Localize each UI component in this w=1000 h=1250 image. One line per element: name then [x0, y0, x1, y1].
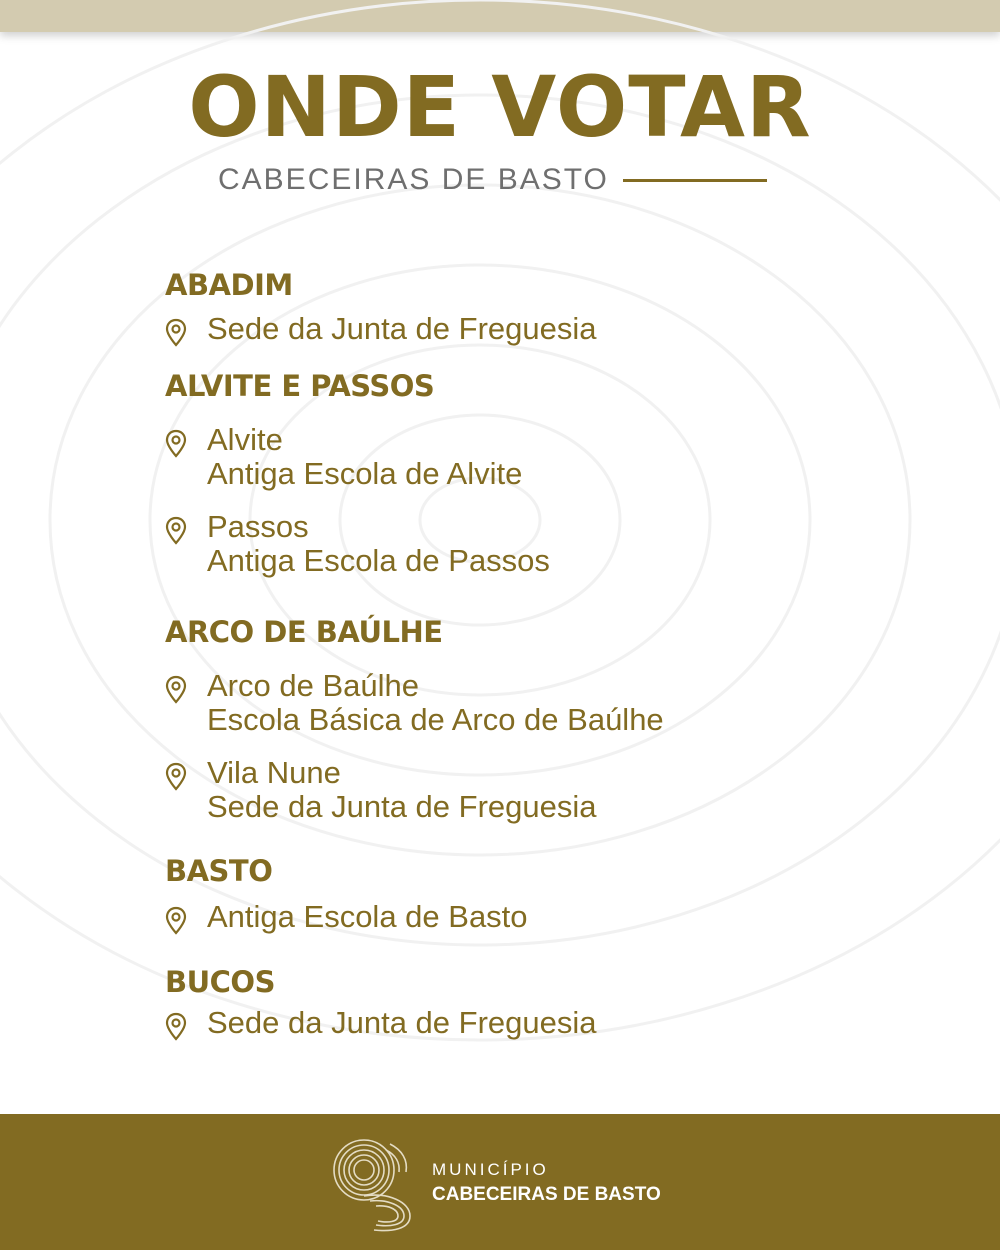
location-name: Passos — [207, 509, 309, 544]
location-name: Sede da Junta de Freguesia — [207, 311, 597, 346]
section-title-bucos: BUCOS — [165, 965, 275, 999]
location-name: Antiga Escola de Basto — [207, 899, 528, 934]
location-name: Vila Nune — [207, 755, 341, 790]
section-title-arco-de-baulhe: ARCO DE BAÚLHE — [165, 615, 443, 649]
section-title-alvite-e-passos: ALVITE E PASSOS — [165, 369, 435, 403]
location-pin-icon — [165, 675, 187, 705]
location-pin-icon — [165, 516, 187, 546]
section-title-basto: BASTO — [165, 854, 273, 888]
location-pin-icon — [165, 1012, 187, 1042]
location-name: Alvite — [207, 422, 283, 457]
section-title-abadim: ABADIM — [165, 268, 293, 302]
location-pin-icon — [165, 906, 187, 936]
location-name: Arco de Baúlhe — [207, 668, 419, 703]
footer-line1: MUNICÍPIO — [432, 1160, 549, 1179]
municipality-logo-icon — [330, 1136, 414, 1232]
footer — [0, 1114, 1000, 1250]
subtitle-row — [218, 160, 767, 200]
location-venue: Escola Básica de Arco de Baúlhe — [207, 702, 664, 737]
footer-text — [432, 1160, 661, 1206]
location-venue: Sede da Junta de Freguesia — [207, 789, 597, 824]
location-pin-icon — [165, 318, 187, 348]
location-pin-icon — [165, 429, 187, 459]
page-subtitle: CABECEIRAS DE BASTO — [218, 163, 609, 196]
location-pin-icon — [165, 762, 187, 792]
location-venue: Antiga Escola de Alvite — [207, 456, 523, 491]
location-name: Sede da Junta de Freguesia — [207, 1005, 597, 1040]
page-title: ONDE VOTAR — [188, 58, 812, 156]
footer-line2: CABECEIRAS DE BASTO — [432, 1184, 661, 1205]
location-venue: Antiga Escola de Passos — [207, 543, 550, 578]
subtitle-divider — [623, 179, 767, 182]
